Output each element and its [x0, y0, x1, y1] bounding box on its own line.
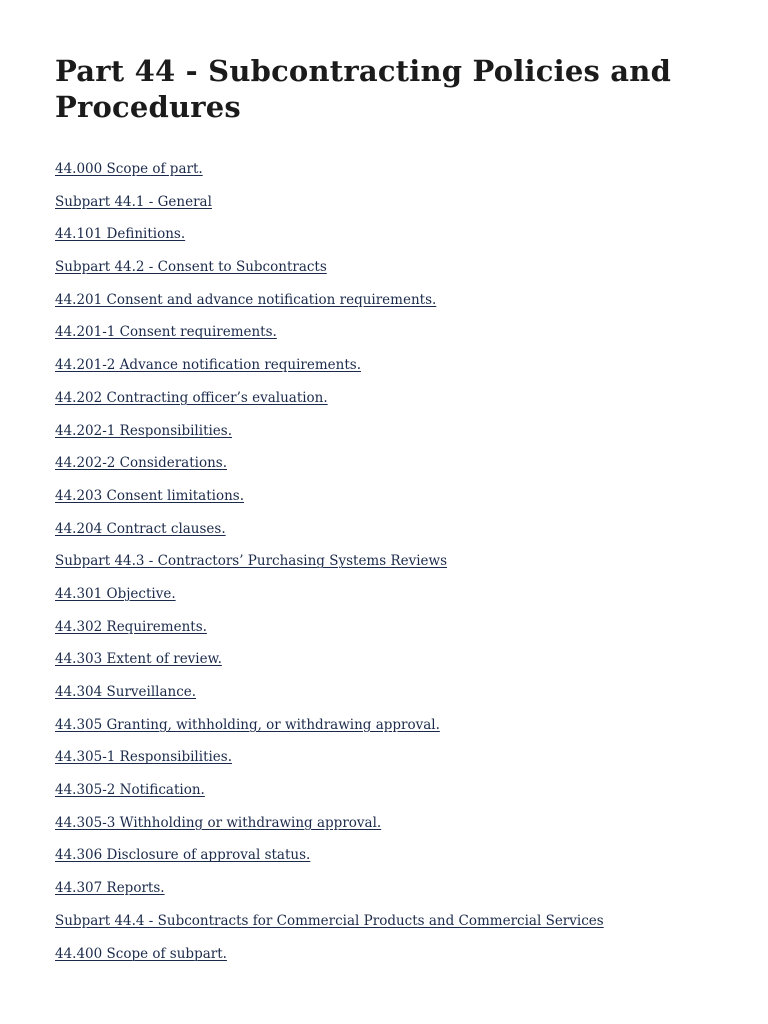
toc-link[interactable]: 44.301 Objective. [55, 585, 176, 602]
toc-link[interactable]: Subpart 44.4 - Subcontracts for Commercial Products and Commercial Services [55, 912, 604, 929]
toc-item [55, 779, 735, 812]
toc-item [55, 583, 735, 616]
toc-item [55, 812, 735, 845]
toc-link[interactable]: 44.204 Contract clauses. [55, 520, 226, 537]
toc-link[interactable]: Subpart 44.1 - General [55, 193, 212, 210]
toc-item [55, 387, 735, 420]
toc-item [55, 289, 735, 322]
toc-link[interactable]: 44.400 Scope of subpart. [55, 945, 227, 962]
toc-link[interactable]: 44.306 Disclosure of approval status. [55, 847, 311, 864]
toc-link[interactable]: 44.302 Requirements. [55, 618, 207, 635]
toc-item [55, 844, 735, 877]
toc-link[interactable]: 44.202-2 Considerations. [55, 455, 227, 472]
toc-item [55, 321, 735, 354]
toc-link[interactable]: 44.303 Extent of review. [55, 651, 222, 668]
toc-link[interactable]: 44.000 Scope of part. [55, 161, 203, 177]
page-title: Part 44 - Subcontracting Policies and Procedures [55, 54, 672, 124]
toc-item [55, 910, 735, 943]
toc-link[interactable]: 44.201-2 Advance notification requirements. [55, 357, 361, 374]
toc-item [55, 158, 735, 191]
toc-item [55, 354, 735, 387]
toc-link[interactable]: Subpart 44.3 - Contractors’ Purchasing Systems Reviews [55, 553, 448, 570]
toc-item [55, 681, 735, 714]
toc-item [55, 256, 735, 289]
toc-link[interactable]: 44.305 Granting, withholding, or withdrawing approval. [55, 716, 440, 733]
toc-item [55, 518, 735, 551]
toc-link[interactable]: 44.305-2 Notification. [55, 782, 205, 799]
toc-item [55, 191, 735, 224]
table-of-contents [55, 158, 735, 975]
toc-link[interactable]: 44.307 Reports. [55, 880, 165, 897]
toc-link[interactable]: 44.203 Consent limitations. [55, 487, 245, 504]
toc-item [55, 420, 735, 453]
toc-item [55, 877, 735, 910]
toc-link[interactable]: Subpart 44.2 - Consent to Subcontracts [55, 259, 327, 276]
toc-item [55, 452, 735, 485]
toc-item [55, 746, 735, 779]
toc-link[interactable]: 44.305-3 Withholding or withdrawing approval. [55, 814, 382, 831]
toc-link[interactable]: 44.201-1 Consent requirements. [55, 324, 277, 341]
toc-item [55, 485, 735, 518]
toc-link[interactable]: 44.201 Consent and advance notification requirements. [55, 291, 437, 308]
toc-item [55, 943, 735, 976]
toc-item [55, 223, 735, 256]
toc-item [55, 714, 735, 747]
toc-link[interactable]: 44.202-1 Responsibilities. [55, 422, 233, 439]
toc-item [55, 616, 735, 649]
toc-item [55, 648, 735, 681]
toc-link[interactable]: 44.304 Surveillance. [55, 684, 197, 700]
toc-link[interactable]: 44.101 Definitions. [55, 226, 186, 243]
toc-link[interactable]: 44.305-1 Responsibilities. [55, 749, 233, 766]
toc-link[interactable]: 44.202 Contracting officer’s evaluation. [55, 389, 328, 406]
toc-item [55, 550, 735, 583]
